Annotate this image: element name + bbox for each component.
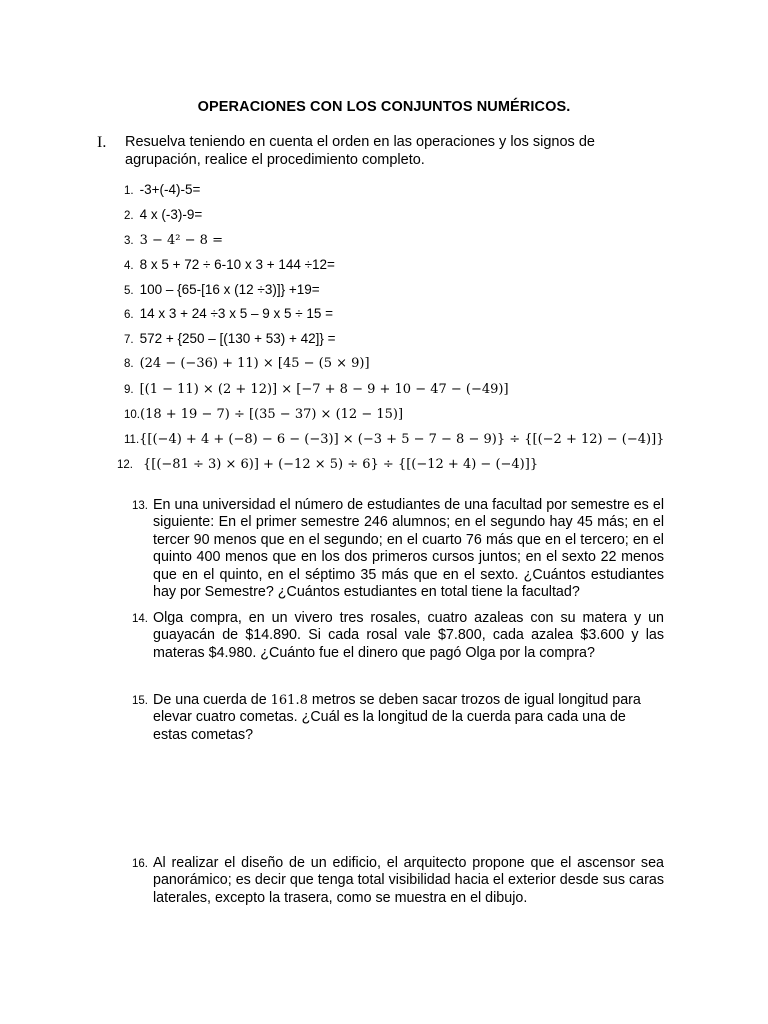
exercise-expression: 14 x 3 + 24 ÷3 x 5 – 9 x 5 ÷ 15 =: [139, 306, 334, 321]
exercise-10: [124, 405, 403, 424]
exercise-number: 3.: [124, 235, 134, 247]
exercise-expression: 8 x 5 + 72 ÷ 6-10 x 3 + 144 ÷12=: [139, 257, 335, 272]
exercise-number: 12.: [117, 459, 133, 471]
exercise-expression: 4 x (-3)-9=: [139, 207, 203, 222]
exercise-expression: 3 − 4² − 8 =: [139, 233, 223, 248]
exercise-5: [124, 281, 320, 300]
problem-text: [153, 692, 664, 744]
exercise-9: [124, 380, 509, 399]
problem-text: En una universidad el número de estudiantes de una facultad por semestre es el siguiente: En el primer semestre 246 alumnos; en el segundo hay 45 más; en el tercer 90 menos que en el segundo; en el cuarto 76 más que en el tercero; en el quinto 400 menos que en los dos primeros cursos juntos; en el sexto 22 menos que en el quinto, en el séptimo 35 más que en el sexto. ¿Cuántos estudiantes hay por Semestre? ¿Cuántos estudiantes en total tiene la facultad?: [153, 497, 664, 601]
exercise-expression: -3+(-4)-5=: [139, 182, 201, 197]
exercise-expression: [(1 − 11) × (2 + 12)] × [−7 + 8 − 9 + 10 − 47 − (−49)]: [139, 382, 509, 397]
problem-text: Olga compra, en un vivero tres rosales, cuatro azaleas con su matera y un guayacán de $14.890. Si cada rosal vale $7.800, cada azalea $3.600 y las materas $4.980. ¿Cuánto fue el dinero que pagó Olga por la compra?: [153, 610, 664, 661]
problem-number: 16.: [132, 858, 148, 870]
exercise-expression: {[(−4) + 4 + (−8) − 6 − (−3)] × (−3 + 5 − 7 − 8 − 9)} ÷ {[(−2 + 12) − (−4)]}: [139, 432, 665, 447]
problem-number: 15.: [132, 695, 148, 707]
rope-length-value: 161.8: [270, 693, 308, 708]
problem-number: 13.: [132, 500, 148, 512]
section-number: I.: [97, 134, 107, 151]
exercise-expression: (18 + 19 − 7) ÷ [(35 − 37) × (12 − 15)]: [140, 407, 404, 422]
exercise-expression: {[(−81 ÷ 3) × 6)] + (−12 × 5) ÷ 6} ÷ {[(−12 + 4) − (−4)]}: [143, 457, 539, 472]
exercise-7: [124, 330, 336, 349]
problem-15: [132, 692, 664, 744]
section-instructions: Resuelva teniendo en cuenta el orden en las operaciones y los signos de agrupación, realice el procedimiento completo.: [125, 134, 595, 168]
problem-14: [132, 610, 664, 662]
exercise-number: 11.: [124, 434, 140, 446]
exercise-3: [124, 231, 223, 250]
exercise-expression: 572 + {250 – [(130 + 53) + 42]} =: [139, 331, 336, 346]
exercise-number: 6.: [124, 309, 134, 321]
exercise-12: [117, 455, 538, 474]
problem-13: [132, 497, 664, 601]
exercise-number: 8.: [124, 358, 134, 370]
exercise-number: 5.: [124, 285, 134, 297]
exercise-expression: (24 − (−36) + 11) × [45 − (5 × 9)]: [139, 356, 370, 371]
exercise-6: [124, 305, 333, 324]
exercise-number: 7.: [124, 334, 134, 346]
exercise-4: [124, 256, 335, 275]
exercise-expression: 100 – {65-[16 x (12 ÷3)]} +19=: [139, 282, 320, 297]
exercise-number: 10.: [124, 409, 140, 421]
problem-number: 14.: [132, 613, 148, 625]
problem-text: Al realizar el diseño de un edificio, el arquitecto propone que el ascensor sea panorámico; es decir que tenga total visibilidad hacia el exterior desde sus caras laterales, excepto la trasera, como se muestra en el dibujo.: [153, 855, 664, 906]
exercise-1: [124, 181, 200, 200]
exercise-11: [124, 430, 664, 449]
problem-text-end: metros se deben sacar trozos de igual longitud para elevar cuatro cometas. ¿Cuál es la longitud de la cuerda para cada una de estas cometas?: [153, 692, 641, 743]
exercise-2: [124, 206, 202, 225]
exercise-number: 2.: [124, 210, 134, 222]
exercise-number: 1.: [124, 185, 134, 197]
exercise-number: 9.: [124, 384, 134, 396]
page-title: OPERACIONES CON LOS CONJUNTOS NUMÉRICOS.: [197, 99, 571, 115]
problem-text-start: De una cuerda de: [153, 692, 271, 708]
exercise-number: 4.: [124, 260, 134, 272]
problem-16: [132, 855, 664, 907]
exercise-8: [124, 354, 370, 373]
